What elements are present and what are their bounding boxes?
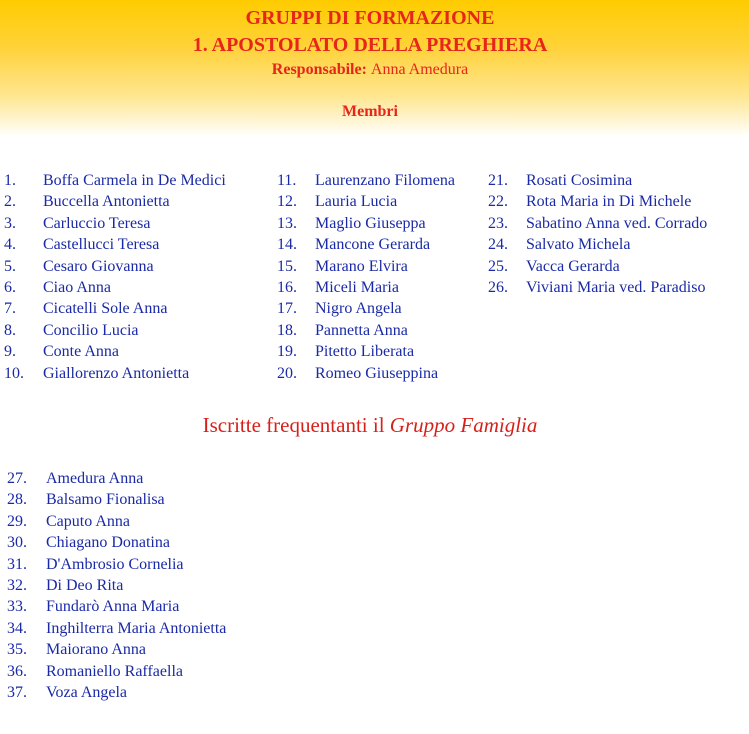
item-name: Romeo Giuseppina [315,364,439,382]
members-heading: Membri [342,103,398,120]
item-number: 8. [4,321,16,339]
item-name: Fundarò Anna Maria [46,598,180,616]
item-name: Miceli Maria [315,278,399,296]
item-number: 10. [4,364,24,382]
family-section-title [0,412,740,438]
item-name: Boffa Carmela in De Medici [43,172,226,189]
item-number: 29. [7,512,27,530]
header-banner [0,0,749,137]
item-name: Caputo Anna [46,512,130,530]
item-number: 30. [7,534,27,552]
item-number: 2. [4,193,16,211]
item-number: 9. [4,343,16,361]
item-number: 13. [277,214,297,232]
item-name: Mancone Gerarda [315,236,431,254]
item-number: 22. [488,193,508,211]
item-number: 16. [277,278,297,296]
item-number: 11. [277,172,297,189]
item-name: Carluccio Teresa [43,214,151,232]
item-name: Romaniello Raffaella [46,662,183,680]
item-name: Castellucci Teresa [43,236,160,254]
item-name: Pannetta Anna [315,321,408,339]
item-name: Pitetto Liberata [315,343,415,361]
responsible-name: Anna Amedura [370,61,469,78]
item-name: Ciao Anna [43,278,111,296]
item-number: 32. [7,576,27,594]
item-number: 34. [7,619,27,637]
item-name: Laurenzano Filomena [315,172,455,189]
item-number: 12. [277,193,297,211]
item-number: 3. [4,214,16,232]
item-name: Inghilterra Maria Antonietta [46,619,227,637]
item-number: 5. [4,257,16,275]
item-name: Viviani Maria ved. Paradiso [526,278,706,296]
item-name: Lauria Lucia [315,193,398,211]
item-name: Rota Maria in Di Michele [526,193,692,211]
item-name: Salvato Michela [526,236,631,254]
item-name: Voza Angela [46,683,128,701]
item-name: Chiagano Donatina [46,534,170,552]
item-number: 18. [277,321,297,339]
item-name: Maiorano Anna [46,641,146,659]
item-number: 33. [7,598,27,616]
item-name: Conte Anna [43,343,119,361]
item-name: Buccella Antonietta [43,193,170,211]
item-number: 24. [488,236,508,254]
item-number: 25. [488,257,508,275]
item-name: Concilio Lucia [43,321,139,339]
item-name: D'Ambrosio Cornelia [46,555,184,573]
item-number: 26. [488,278,508,296]
item-number: 27. [7,470,27,487]
item-number: 31. [7,555,27,573]
item-number: 20. [277,364,297,382]
item-name: Maglio Giuseppa [315,214,426,232]
item-number: 19. [277,343,297,361]
item-number: 36. [7,662,27,680]
item-number: 35. [7,641,27,659]
item-name: Sabatino Anna ved. Corrado [526,214,708,232]
item-number: 14. [277,236,297,254]
item-name: Cicatelli Sole Anna [43,300,168,318]
item-number: 1. [4,172,16,189]
item-number: 15. [277,257,297,275]
family-title-prefix: Iscritte frequentanti il [202,413,385,437]
item-name: Balsamo Fionalisa [46,491,165,509]
item-number: 21. [488,172,508,189]
item-number: 28. [7,491,27,509]
item-number: 37. [7,683,27,701]
responsible-line [0,61,740,79]
item-name: Nigro Angela [315,300,402,318]
item-name: Cesaro Giovanna [43,257,154,275]
family-title-emphasis: Gruppo Famiglia [389,413,538,437]
item-name: Rosati Cosimina [526,172,633,189]
item-number: 23. [488,214,508,232]
group-title: 1. APOSTOLATO DELLA PREGHIERA [192,34,548,56]
item-number: 6. [4,278,16,296]
item-name: Giallorenzo Antonietta [43,364,190,382]
item-number: 17. [277,300,297,318]
page-title: GRUPPI DI FORMAZIONE [245,7,495,29]
item-name: Amedura Anna [46,470,144,487]
item-name: Vacca Gerarda [526,257,620,275]
item-name: Di Deo Rita [46,576,124,594]
item-name: Marano Elvira [315,257,408,275]
item-number: 4. [4,236,16,254]
item-number: 7. [4,300,16,318]
responsible-label: Responsabile: [271,61,367,78]
